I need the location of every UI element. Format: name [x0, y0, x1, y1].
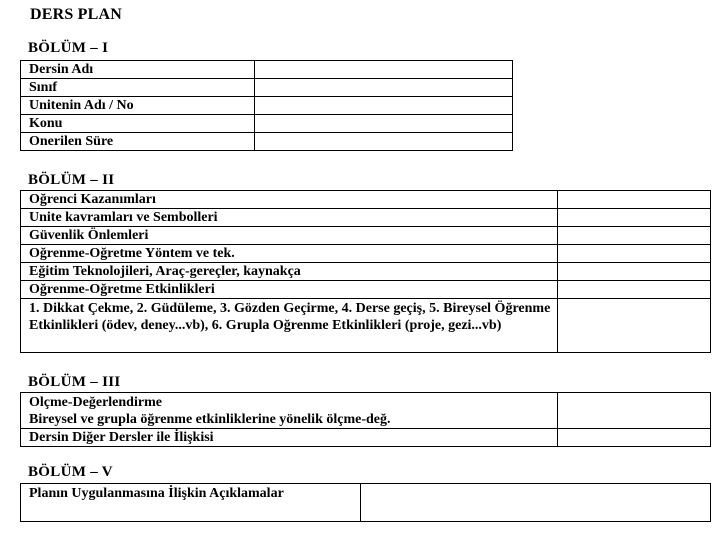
- row-label: Dersin Adı: [21, 61, 255, 79]
- row-label: Güvenlik Önlemleri: [21, 227, 558, 245]
- row-value-cell[interactable]: [255, 115, 513, 133]
- table-row: [21, 191, 711, 209]
- row-label: Oğrenme-Oğretme Etkinlikleri: [21, 281, 558, 299]
- document-title: DERS PLAN: [30, 6, 123, 23]
- table-row: [21, 227, 711, 245]
- row-value-cell[interactable]: [558, 245, 711, 263]
- section-2-heading: BÖLÜM – II: [28, 172, 115, 188]
- row-label: Konu: [21, 115, 255, 133]
- row-label: Unite kavramları ve Sembolleri: [21, 209, 558, 227]
- activities-description: 1. Dikkat Çekme, 2. Güdüleme, 3. Gözden Geçirme, 4. Derse geçiş, 5. Bireysel Öğrenme Etkinlikleri (ödev, deney...vb), 6. Grupla Oğrenme Etkinlikleri (proje, gezi...vb): [21, 299, 558, 353]
- table-row: [21, 484, 711, 522]
- table-row: [21, 281, 711, 299]
- row-value-cell[interactable]: [558, 281, 711, 299]
- section-1-heading: BÖLÜM – I: [28, 40, 109, 56]
- row-label: Olçme-Değerlendirme: [29, 395, 162, 410]
- row-value-cell[interactable]: [558, 263, 711, 281]
- measurement-label-cell: [21, 393, 558, 429]
- section-2-table: [20, 190, 711, 353]
- section-3-heading: BÖLÜM – III: [28, 374, 121, 390]
- section-5-table: [20, 483, 711, 522]
- section-1-table: [20, 60, 513, 151]
- row-label: Planın Uygulanmasına İlişkin Açıklamalar: [21, 484, 361, 522]
- row-value-cell[interactable]: [558, 209, 711, 227]
- row-label: Dersin Diğer Dersler ile İlişkisi: [21, 429, 558, 447]
- row-label: Oğrenci Kazanımları: [21, 191, 558, 209]
- table-row: [21, 299, 711, 353]
- table-row: [21, 245, 711, 263]
- row-label: Oğrenme-Oğretme Yöntem ve tek.: [21, 245, 558, 263]
- row-value-cell[interactable]: [255, 79, 513, 97]
- section-5-heading: BÖLÜM – V: [28, 464, 113, 480]
- table-row: [21, 393, 711, 429]
- table-row: [21, 209, 711, 227]
- row-label: Eğitim Teknolojileri, Araç-gereçler, kaynakça: [21, 263, 558, 281]
- row-value-cell[interactable]: [558, 393, 711, 429]
- row-value-cell[interactable]: [558, 299, 711, 353]
- row-value-cell[interactable]: [255, 61, 513, 79]
- row-label: Onerilen Süre: [21, 133, 255, 151]
- row-label: Unitenin Adı / No: [21, 97, 255, 115]
- row-value-cell[interactable]: [558, 227, 711, 245]
- row-value-cell[interactable]: [255, 133, 513, 151]
- row-value-cell[interactable]: [558, 191, 711, 209]
- table-row: [21, 263, 711, 281]
- row-label: Sınıf: [21, 79, 255, 97]
- row-label: Bireysel ve grupla öğrenme etkinliklerine yönelik ölçme-değ.: [29, 412, 391, 427]
- row-value-cell[interactable]: [361, 484, 711, 522]
- table-row: [21, 61, 513, 79]
- table-row: [21, 97, 513, 115]
- table-row: [21, 79, 513, 97]
- row-value-cell[interactable]: [255, 97, 513, 115]
- table-row: [21, 115, 513, 133]
- section-3-table: [20, 392, 711, 447]
- row-value-cell[interactable]: [558, 429, 711, 447]
- table-row: [21, 429, 711, 447]
- table-row: [21, 133, 513, 151]
